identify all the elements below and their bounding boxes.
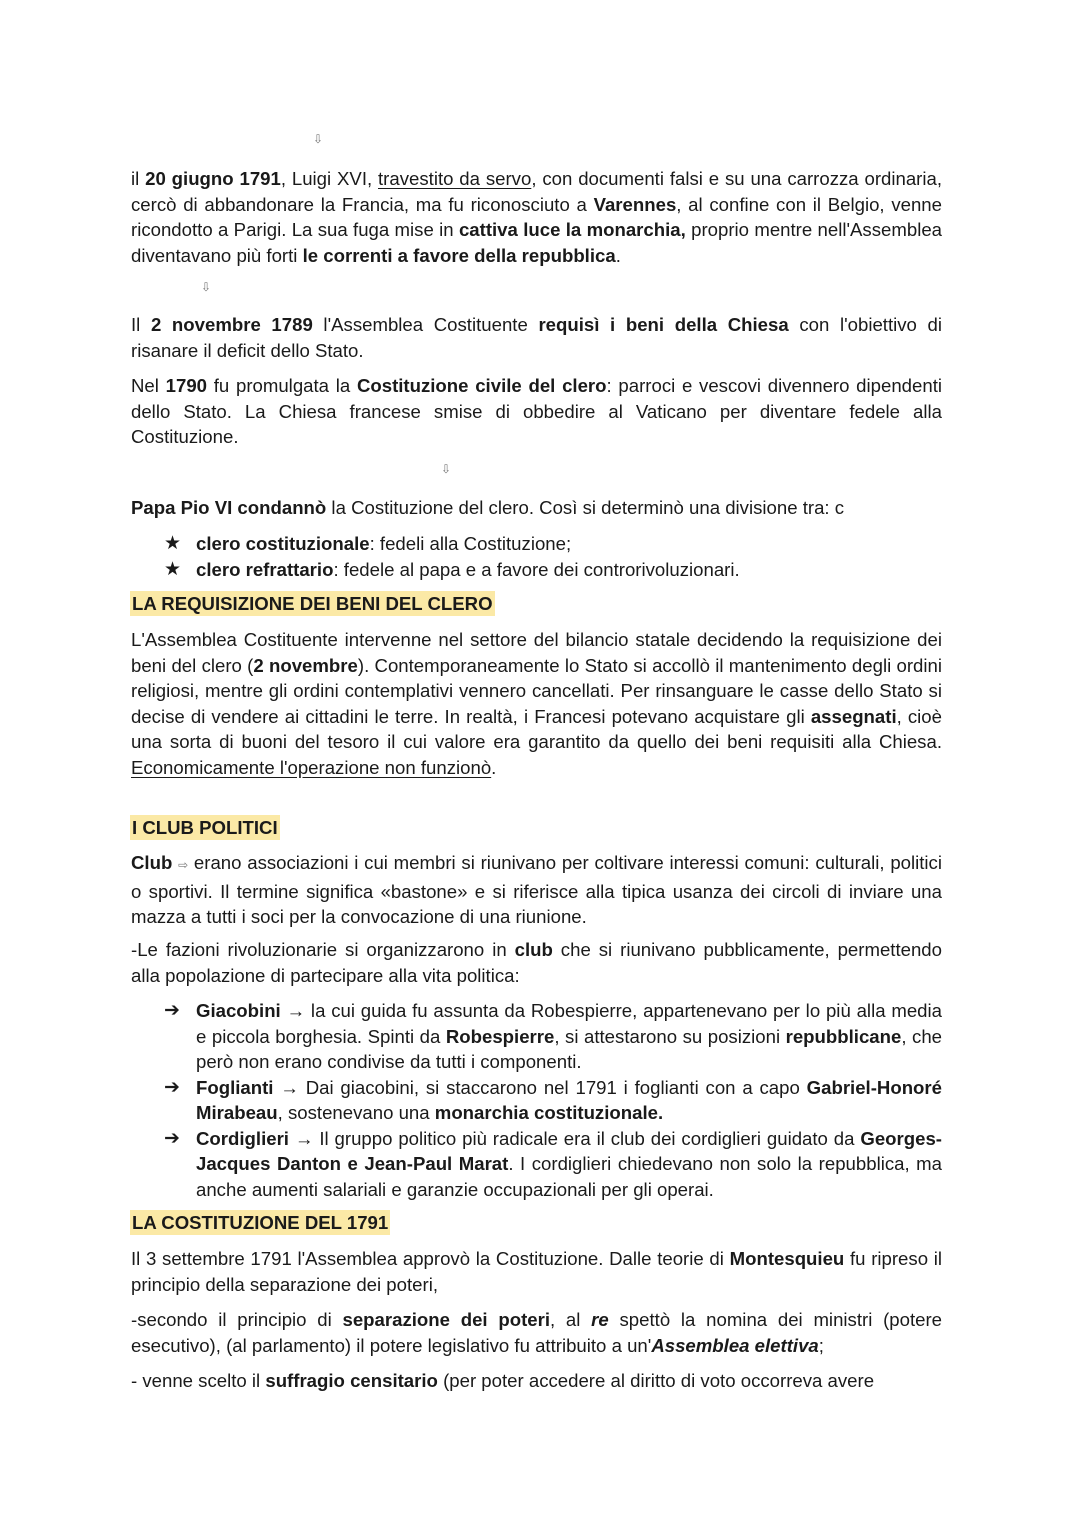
heading-highlight: LA COSTITUZIONE DEL 1791 bbox=[132, 1212, 389, 1233]
paragraph-papa: Papa Pio VI condannò la Costituzione del clero. Così si determinò una divisione tra: c bbox=[131, 497, 845, 518]
right-arrow-icon: ⇨ bbox=[178, 858, 189, 872]
arrow-list bbox=[131, 998, 942, 1202]
paragraph-club: Club ⇨ erano associazioni i cui membri si riunivano per coltivare interessi comuni: culturali, politici o sportivi. Il termine significa «bastone» e si riferisce alla tipica usanza dei circoli di inviare una mazza a tutti i soci per la convocazione di una riunione. bbox=[131, 852, 942, 927]
star-list bbox=[131, 531, 942, 582]
star-icon: ★ bbox=[164, 557, 182, 580]
down-arrow-icon: ⇩ bbox=[201, 280, 212, 294]
paragraph-costituzione-3: - venne scelto il suffragio censitario (per poter accedere al diritto di voto occorreva avere bbox=[131, 1370, 875, 1391]
heading-highlight: LA REQUISIZIONE DEI BENI DEL CLERO bbox=[132, 593, 493, 614]
list-item: ➔ Foglianti → Dai giacobini, si staccarono nel 1791 i foglianti con a capo Gabriel-Honoré Mirabeau, sostenevano una monarchia costituzionale. bbox=[164, 1075, 942, 1123]
star-icon: ★ bbox=[164, 532, 182, 554]
list-item: ★ clero costituzionale: fedeli alla Costituzione; bbox=[131, 531, 942, 557]
paragraph-varennes: il 20 giugno 1791, Luigi XVI, travestito da servo, con documenti falsi e su una carrozza ordinaria, cercò di abbandonare la Francia, ma fu riconosciuto a Varennes, al confine con il Belgio, venne ricondotto a Parigi. La sua fuga mise in cattiva luce la monarchia, proprio mentre nell'Assemblea diventavano più forti le correnti a favore della repubblica. bbox=[131, 168, 943, 266]
down-arrow-icon: ⇩ bbox=[441, 462, 452, 476]
paragraph-fazioni: -Le fazioni rivoluzionarie si organizzarono in club che si riunivano pubblicamente, permettendo alla popolazione di partecipare alla vita politica: bbox=[131, 939, 942, 986]
arrow-bullet-icon: ➔ bbox=[164, 1126, 180, 1149]
paragraph-1790: Nel 1790 fu promulgata la Costituzione civile del clero: parroci e vescovi divennero dipendenti dello Stato. La Chiesa francese smise di obbedire al Vaticano per diventare fedele alla Costituzione. bbox=[131, 375, 942, 447]
paragraph-costituzione-2: -secondo il principio di separazione dei poteri, al re spettò la nomina dei ministri (potere esecutivo), (al parlamento) il potere legislativo fu attribuito a un'Assemblea elettiva; bbox=[131, 1309, 942, 1356]
list-item: ★ clero refrattario: fedele al papa e a favore dei controrivoluzionari. bbox=[131, 557, 942, 583]
list-item: ➔ Giacobini → la cui guida fu assunta da Robespierre, appartenevano per lo più alla media e piccola borghesia. Spinti da Robespierre, si attestarono su posizioni repubblicane, che però non erano condivise da tutti i componenti. bbox=[164, 999, 943, 1072]
heading-highlight: I CLUB POLITICI bbox=[132, 817, 278, 838]
arrow-bullet-icon: ➔ bbox=[164, 1075, 180, 1098]
list-item: ➔ Cordiglieri → Il gruppo politico più radicale era il club dei cordiglieri guidato da Georges-Jacques Danton e Jean-Paul Marat. I cordiglieri chiedevano non solo la repubblica, ma anche aumenti salariali e garanzie occupazionali per gli operai. bbox=[164, 1126, 942, 1200]
paragraph-2-novembre: Il 2 novembre 1789 l'Assemblea Costituente requisì i beni della Chiesa con l'obiettivo di risanare il deficit dello Stato. bbox=[131, 314, 943, 361]
down-arrow-icon: ⇩ bbox=[313, 132, 324, 146]
arrow-bullet-icon: ➔ bbox=[164, 999, 180, 1021]
paragraph-requisizione: L'Assemblea Costituente intervenne nel settore del bilancio statale decidendo la requisizione dei beni del clero (2 novembre). Contemporaneamente lo Stato si accollò il mantenimento degli ordini religiosi, mentre gli ordini contemplativi vennero cancellati. Per rinsanguare le casse dello Stato si decise di vendere ai cittadini le terre. In realtà, i Francesi potevano acquistare gli assegnati, cioè una sorta di buoni del tesoro il cui valore era garantito da quello dei beni requisiti alla Chiesa. Economicamente l'operazione non funzionò. bbox=[131, 629, 942, 778]
paragraph-costituzione-1: Il 3 settembre 1791 l'Assemblea approvò la Costituzione. Dalle teorie di Montesquieu fu ripreso il principio della separazione dei poteri, bbox=[131, 1248, 942, 1295]
